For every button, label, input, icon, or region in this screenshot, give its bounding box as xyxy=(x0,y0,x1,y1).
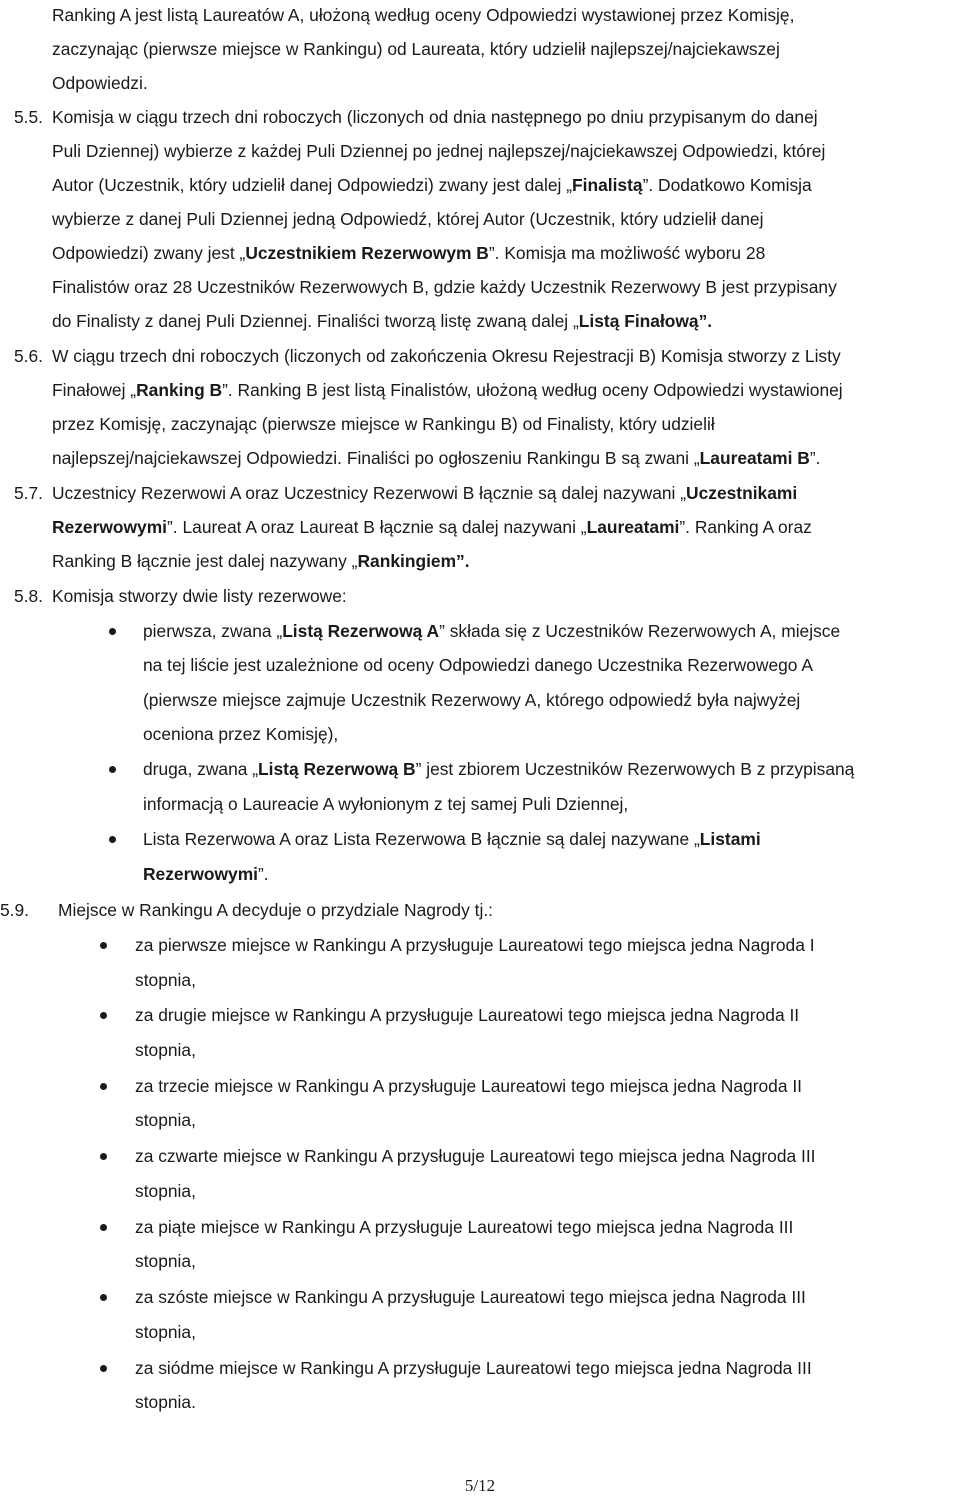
paragraph-line: Odpowiedzi. xyxy=(52,73,148,93)
list-item-line: oceniona przez Komisję), xyxy=(143,724,339,744)
page-number: 5/12 xyxy=(464,1476,496,1495)
defined-term: Ranking B xyxy=(136,380,223,400)
text-run: ” jest zbiorem Uczestników Rezerwowych B z przypisaną xyxy=(415,759,855,779)
list-item-line xyxy=(143,759,854,779)
text-run: pierwsza, zwana „ xyxy=(143,621,283,641)
text-run: ”. Ranking B jest listą Finalistów, ułożoną według oceny Odpowiedzi wystawionej xyxy=(222,380,843,400)
text-run: ”. Laureat A oraz Laureat B łącznie są dalej nazywani „ xyxy=(167,517,587,537)
bullet-point xyxy=(100,1012,107,1019)
paragraph-line: wybierze z danej Puli Dziennej jedną Odpowiedź, której Autor (Uczestnik, który udzielił danej xyxy=(52,209,764,229)
bullet-point xyxy=(100,942,107,949)
defined-term: Laureatami xyxy=(586,517,680,537)
text-run: najlepszej/najciekawszej Odpowiedzi. Finaliści po ogłoszeniu Rankingu B są zwani „ xyxy=(52,448,700,468)
list-item-line: stopnia. xyxy=(135,1392,196,1412)
defined-term: Rezerwowymi xyxy=(143,864,259,884)
text-run: Autor (Uczestnik, który udzielił danej Odpowiedzi) zwany jest dalej „ xyxy=(52,175,573,195)
list-item-line: za szóste miejsce w Rankingu A przysługuje Laureatowi tego miejsca jedna Nagroda III xyxy=(135,1287,806,1307)
paragraph-line: W ciągu trzech dni roboczych (liczonych od zakończenia Okresu Rejestracji B) Komisja stworzy z Listy xyxy=(52,346,841,366)
text-run: ” składa się z Uczestników Rezerwowych A, miejsce xyxy=(439,621,841,641)
bullet-point xyxy=(100,1365,107,1372)
bullet-point xyxy=(100,1083,107,1090)
section-number: 5.8. xyxy=(14,586,44,606)
list-item-line xyxy=(143,621,840,641)
defined-term: Rezerwowymi xyxy=(52,517,168,537)
paragraph-line: Komisja w ciągu trzech dni roboczych (liczonych od dnia następnego po dniu przypisanym do danej xyxy=(52,107,818,127)
list-item-line: informacją o Laureacie A wyłonionym z tej samej Puli Dziennej, xyxy=(143,794,629,814)
paragraph-line xyxy=(52,483,797,503)
text-run: ”. Dodatkowo Komisja xyxy=(642,175,812,195)
list-item-line: za piąte miejsce w Rankingu A przysługuje Laureatowi tego miejsca jedna Nagroda III xyxy=(135,1217,794,1237)
bullet-point xyxy=(100,1294,107,1301)
paragraph-line: Miejsce w Rankingu A decyduje o przydziale Nagrody tj.: xyxy=(58,900,493,920)
paragraph-line: Ranking A jest listą Laureatów A, ułożoną według oceny Odpowiedzi wystawionej przez Komisję, xyxy=(52,5,795,25)
defined-term: Uczestnikami xyxy=(686,483,798,503)
list-item-line: za czwarte miejsce w Rankingu A przysługuje Laureatowi tego miejsca jedna Nagroda III xyxy=(135,1146,816,1166)
paragraph-line xyxy=(52,448,820,468)
list-item-line: stopnia, xyxy=(135,1110,196,1130)
text-run: do Finalisty z danej Puli Dziennej. Finaliści tworzą listę zwaną dalej „ xyxy=(52,311,579,331)
text-run: Lista Rezerwowa A oraz Lista Rezerwowa B łącznie są dalej nazywane „ xyxy=(143,829,700,849)
section-number: 5.5. xyxy=(14,107,44,127)
defined-term: Laureatami B xyxy=(699,448,810,468)
section-number: 5.7. xyxy=(14,483,44,503)
paragraph-line xyxy=(52,175,812,195)
text-run: druga, zwana „ xyxy=(143,759,259,779)
list-item-line: za drugie miejsce w Rankingu A przysługuje Laureatowi tego miejsca jedna Nagroda II xyxy=(135,1005,800,1025)
list-item-line: za trzecie miejsce w Rankingu A przysługuje Laureatowi tego miejsca jedna Nagroda II xyxy=(135,1076,802,1096)
defined-term: Listą Finałową xyxy=(578,311,699,331)
paragraph-line xyxy=(52,311,712,331)
paragraph-line: Puli Dziennej) wybierze z każdej Puli Dziennej po jednej najlepszej/najciekawszej Odpowiedzi, której xyxy=(52,141,826,161)
paragraph-line xyxy=(52,243,765,263)
text-run: ”. Komisja ma możliwość wyboru 28 xyxy=(488,243,766,263)
list-item-line: na tej liście jest uzależnione od oceny Odpowiedzi danego Uczestnika Rezerwowego A xyxy=(143,655,813,675)
section-number: 5.6. xyxy=(14,346,44,366)
bullet-point xyxy=(100,1153,107,1160)
list-item-line: stopnia, xyxy=(135,1322,196,1342)
text-run: ”. xyxy=(456,551,470,571)
defined-term: Rankingiem xyxy=(357,551,457,571)
text-run: ”. xyxy=(258,864,269,884)
bullet-point xyxy=(109,766,116,773)
list-item-line: za siódme miejsce w Rankingu A przysługuje Laureatowi tego miejsca jedna Nagroda III xyxy=(135,1358,812,1378)
list-item-line: stopnia, xyxy=(135,1181,196,1201)
list-item-line: stopnia, xyxy=(135,1251,196,1271)
defined-term: Listami xyxy=(699,829,761,849)
defined-term: Listą Rezerwową B xyxy=(258,759,416,779)
text-run: ”. Ranking A oraz xyxy=(679,517,812,537)
paragraph-line xyxy=(52,551,470,571)
text-run: Ranking B łącznie jest dalej nazywany „ xyxy=(52,551,358,571)
paragraph-line: zaczynając (pierwsze miejsce w Rankingu) od Laureata, który udzielił najlepszej/najciekawszej xyxy=(52,39,780,59)
text-run: Uczestnicy Rezerwowi A oraz Uczestnicy Rezerwowi B łącznie są dalej nazywani „ xyxy=(52,483,687,503)
paragraph-line: Finalistów oraz 28 Uczestników Rezerwowych B, gdzie każdy Uczestnik Rezerwowy B jest przypisany xyxy=(52,277,837,297)
paragraph-line: przez Komisję, zaczynając (pierwsze miejsce w Rankingu B) od Finalisty, który udzielił xyxy=(52,414,715,434)
list-item-line: stopnia, xyxy=(135,1040,196,1060)
defined-term: Finalistą xyxy=(572,175,643,195)
paragraph-line xyxy=(52,517,812,537)
text-run: ”. xyxy=(809,448,821,468)
section-number: 5.9. xyxy=(0,900,30,920)
defined-term: Listą Rezerwową A xyxy=(282,621,440,641)
text-run: ”. xyxy=(698,311,713,331)
paragraph-line xyxy=(52,380,843,400)
list-item-line: stopnia, xyxy=(135,970,196,990)
bullet-point xyxy=(109,836,116,843)
defined-term: Uczestnikiem Rezerwowym B xyxy=(245,243,489,263)
list-item-line xyxy=(143,829,761,849)
paragraph-line: Komisja stworzy dwie listy rezerwowe: xyxy=(52,586,347,606)
list-item-line: (pierwsze miejsce zajmuje Uczestnik Rezerwowy A, którego odpowiedź była najwyżej xyxy=(143,690,801,710)
bullet-point xyxy=(109,628,116,635)
list-item-line xyxy=(143,864,269,884)
text-run: Odpowiedzi) zwany jest „ xyxy=(52,243,246,263)
bullet-point xyxy=(100,1224,107,1231)
text-run: Finałowej „ xyxy=(52,380,137,400)
list-item-line: za pierwsze miejsce w Rankingu A przysługuje Laureatowi tego miejsca jedna Nagroda I xyxy=(135,935,815,955)
